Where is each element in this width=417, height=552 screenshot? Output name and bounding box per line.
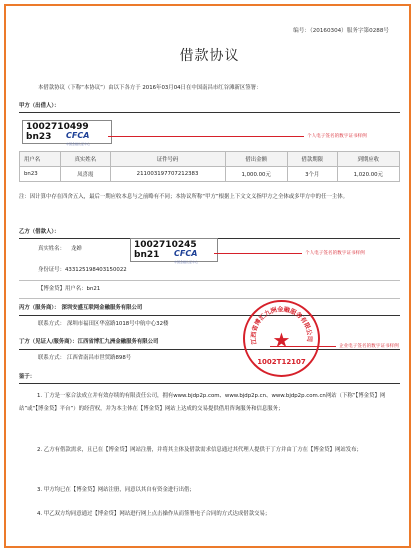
party-a-signature-box <box>22 120 112 144</box>
loan-table <box>19 151 400 182</box>
whereas-item-4: 4. 甲乙双方均同意通过【博金贷】网站进行网上点击操作从而签署电子合同的方式达成借款交易； <box>37 511 271 517</box>
name-value: 龙婵 <box>70 246 82 252</box>
table-cell: bn23 <box>20 167 61 182</box>
table-cell: 凤喜霞 <box>60 167 110 182</box>
party-d-row <box>19 339 158 346</box>
table-cell: 1,000.00元 <box>225 167 287 182</box>
divider <box>19 349 400 350</box>
party-a-sig-number: 1002710499 <box>26 122 89 132</box>
party-b-heading: 乙方（借款人）： <box>19 229 60 235</box>
column-header: 真实姓名 <box>60 152 110 167</box>
document-page <box>4 4 411 548</box>
address-label: 联系方式： <box>38 321 65 327</box>
company-seal <box>243 300 320 377</box>
party-b-user-row <box>38 286 100 293</box>
cfca-subtitle: 中国金融认证中心 <box>66 142 91 146</box>
party-a-heading: 甲方（出借人）： <box>19 103 60 109</box>
party-a-sig-id: bn23 <box>26 132 52 142</box>
party-c-address-row <box>38 321 168 328</box>
table-cell: 1,020.00元 <box>337 167 399 182</box>
document-title: 借款协议 <box>179 48 240 64</box>
party-b-cert-note: 个人电子签名的数字证书样例 <box>305 251 365 256</box>
table-note: 注：因计算中存在四舍五入，最后一期应收本息与之前略有不同；本协议所称“甲方”根据上下文文义指甲方之全体或多甲方中的任一主体。 <box>19 194 349 200</box>
party-b-name-row <box>38 246 82 253</box>
whereas-item-3: 3. 甲方均已在【博金贷】网站注册，同意以其自有资金进行出借； <box>37 487 195 493</box>
document-number: 编号：（20160304）服务字第0288号 <box>293 28 389 34</box>
table-cell: 211003197707212383 <box>110 167 225 182</box>
address-value: 江西省南昌市世贸路898号 <box>66 355 132 361</box>
whereas-item-2: 2. 乙方有借款需求，且已在【博金贷】网站注册，并将其主体及借款需求信息通过其代理人提供于丁方并由丁方在【博金贷】网站发布； <box>37 447 362 453</box>
divider <box>19 280 400 281</box>
column-header: 证件号码 <box>110 152 225 167</box>
whereas-item-1: 1. 丁方是一家合法成立并有效存续的有限责任公司，拥有www.bjdp2p.com、www.bjdp2p.cn、www.bjdp2p.com.cn网站（下称“【博金贷】网站”或“【博金贷】平台”）的经营权，并为本主体在【博金贷】网站上达成的交易提供借用咨询服务和信息服务； <box>19 393 386 412</box>
table-cell: 3个月 <box>287 167 337 182</box>
divider <box>19 383 400 384</box>
party-b-id-row <box>38 267 127 274</box>
party-d-cert-note: 企业电子签名的数字证书样例 <box>339 344 399 349</box>
seal-graphic <box>245 302 318 375</box>
intro-text: 本借款协议（下称“本协议”）由以下各方于 2016年03月04日在中国南昌市红谷滩新区签署： <box>38 85 262 91</box>
seal-star-icon: ★ <box>272 328 291 352</box>
address-label: 联系方式： <box>38 355 65 361</box>
id-value: 433125198403150022 <box>64 267 127 273</box>
user-value: bn21 <box>86 286 101 292</box>
column-header: 借款期限 <box>287 152 337 167</box>
party-a-cert-note: 个人电子签名的数字证书样例 <box>307 134 367 139</box>
pointer-line <box>108 136 304 137</box>
party-b-sig-number: 1002710245 <box>134 240 197 250</box>
divider <box>19 315 400 316</box>
seal-ring-text: 江西省博汇九洲金融服务有限公司 <box>250 306 313 345</box>
party-d-company: 江西省博汇九洲金融服务有限公司 <box>77 339 159 345</box>
party-c-company: 深圳安盛互联网金融服务有限公司 <box>61 305 143 311</box>
party-b-signature-box <box>130 238 218 262</box>
whereas-heading: 鉴于： <box>19 374 36 380</box>
id-label: 身份证号： <box>38 267 65 273</box>
column-header: 用户名 <box>20 152 61 167</box>
cfca-logo: CFCA <box>174 249 198 258</box>
cfca-subtitle: 中国金融认证中心 <box>174 260 199 264</box>
party-c-heading: 丙方（服务商）： <box>19 305 60 311</box>
table-header-row <box>20 152 400 167</box>
divider <box>19 298 400 299</box>
column-header: 借出金额 <box>225 152 287 167</box>
party-c-row <box>19 305 142 312</box>
pointer-line <box>214 253 302 254</box>
user-label: 【博金贷】用户名： <box>38 286 87 292</box>
party-b-sig-id: bn21 <box>134 250 160 260</box>
seal-code: 1002T12107 <box>257 358 306 366</box>
party-d-address-row <box>38 355 131 362</box>
address-value: 深圳市福田区华富路1018号中航中心32楼 <box>66 321 169 327</box>
cfca-logo: CFCA <box>66 131 90 140</box>
name-label: 真实姓名： <box>38 246 65 252</box>
divider <box>19 112 400 113</box>
table-row <box>20 167 400 182</box>
party-d-heading: 丁方（见证人/服务商）： <box>19 339 78 345</box>
column-header: 到期应收 <box>337 152 399 167</box>
